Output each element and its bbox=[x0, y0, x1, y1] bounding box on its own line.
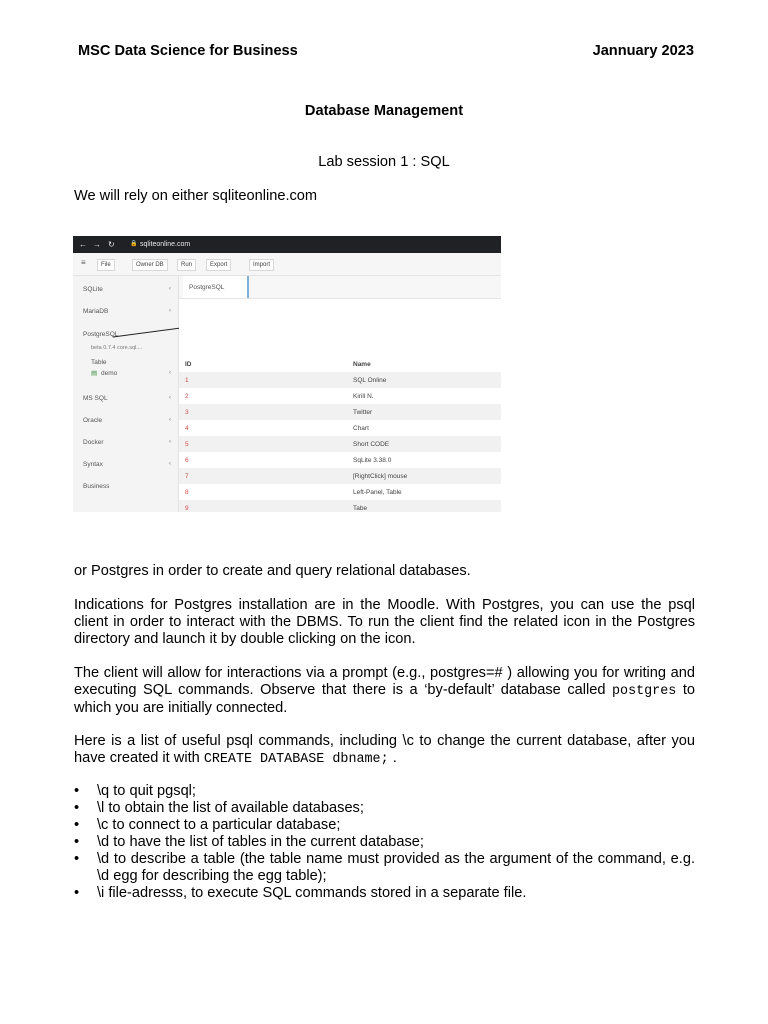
chevron-icon: ‹ bbox=[169, 308, 171, 314]
bullet-icon: • bbox=[74, 885, 80, 901]
list-item: • \d to have the list of tables in the current database; bbox=[74, 834, 424, 850]
result-row: 4 Chart bbox=[185, 425, 369, 432]
postgres-version: beta 0.7.4 core.sql.... bbox=[91, 345, 143, 351]
paragraph-client bbox=[74, 665, 695, 717]
document-date: Jannuary 2023 bbox=[592, 43, 694, 59]
chevron-icon: ‹ bbox=[169, 461, 171, 467]
lock-icon: 🔒 bbox=[130, 241, 138, 247]
editor-tabbar bbox=[179, 276, 501, 299]
psql-command-list bbox=[74, 783, 695, 902]
client-tail: to which you are initially connected. bbox=[74, 682, 695, 716]
export-button: Export bbox=[206, 259, 231, 271]
chevron-icon: ‹ bbox=[169, 439, 171, 445]
result-row: 6 SqLite 3.38.0 bbox=[185, 457, 392, 464]
client-text: The client will allow for interactions via a prompt (e.g., postgres=# ) allowing you for writing and executing SQL commands. Observe that there is a ‘by-default’ database called bbox=[74, 665, 695, 698]
create-database-code: CREATE DATABASE dbname; bbox=[203, 752, 389, 767]
default-db-code: postgres bbox=[612, 684, 677, 699]
program-name: MSC Data Science for Business bbox=[78, 43, 298, 59]
menu-icon: ≡ bbox=[81, 258, 86, 267]
sidebar-item-sqlite: SQLite bbox=[83, 286, 103, 293]
result-row: 7 [RightClick] mouse bbox=[179, 468, 501, 484]
reload-icon: ↻ bbox=[108, 240, 115, 249]
sidebar-item-docker: Docker bbox=[83, 439, 104, 446]
commands-intro-text: Here is a list of useful psql commands, including \c to change the current database, after you have created it with bbox=[74, 733, 695, 766]
run-button: Run bbox=[177, 259, 196, 271]
list-item: • \l to obtain the list of available databases; bbox=[74, 800, 364, 816]
intro-paragraph: We will rely on either sqliteonline.com bbox=[74, 188, 318, 204]
commands-intro-tail: . bbox=[392, 750, 397, 766]
import-button: Import bbox=[249, 259, 274, 271]
bullet-icon: • bbox=[74, 783, 80, 799]
chevron-icon: ‹ bbox=[169, 417, 171, 423]
tab-postgresql: PostgreSQL bbox=[183, 276, 249, 298]
chevron-icon: ‹ bbox=[169, 286, 171, 292]
result-row: 1 SQL Online bbox=[179, 372, 501, 388]
paragraph-postgres: or Postgres in order to create and query relational databases. bbox=[74, 563, 471, 579]
sidebar-item-oracle: Oracle bbox=[83, 417, 103, 424]
sidebar-item-postgresql: PostgreSQL bbox=[83, 331, 119, 338]
bullet-icon: • bbox=[74, 834, 80, 850]
result-header: ID Name bbox=[185, 361, 371, 368]
result-row: 5 Short CODE bbox=[179, 436, 501, 452]
sidebar-item-business: Business bbox=[83, 483, 110, 490]
result-row: 2 Kirill N. bbox=[185, 393, 374, 400]
paragraph-installation: Indications for Postgres installation are in the Moodle. With Postgres, you can use the psql client in order to interact with the DBMS. To run the client find the related icon in the Postgres directory and launch it by double clicking on the icon. bbox=[74, 597, 695, 647]
result-row: 9 Tabe bbox=[179, 500, 501, 512]
paragraph-commands-intro bbox=[74, 733, 695, 768]
result-row: 3 Twitter bbox=[179, 404, 501, 420]
chevron-icon: ‹ bbox=[169, 370, 171, 376]
bullet-icon: • bbox=[74, 851, 80, 867]
list-item: • \q to quit pgsql; bbox=[74, 783, 196, 799]
table-icon: ▤ bbox=[91, 370, 98, 377]
sidebar-item-mariadb: MariaDB bbox=[83, 308, 109, 315]
bullet-icon: • bbox=[74, 800, 80, 816]
back-icon: ← bbox=[79, 240, 87, 249]
table-name: demo bbox=[101, 370, 118, 377]
owner-db-button: Owner DB bbox=[132, 259, 168, 271]
bullet-icon: • bbox=[74, 817, 80, 833]
list-item: • \c to connect to a particular database; bbox=[74, 817, 341, 833]
sidebar-item-mssql: MS SQL bbox=[83, 395, 108, 402]
url-text: sqliteonline.com bbox=[140, 241, 191, 248]
query-panel bbox=[179, 276, 501, 512]
result-row: 8 Left-Panel, Table bbox=[185, 489, 402, 496]
file-button: File bbox=[97, 259, 115, 271]
sqliteonline-screenshot bbox=[73, 236, 501, 512]
list-item: • \i file-adresss, to execute SQL commands stored in a separate file. bbox=[74, 885, 527, 901]
table-section-label: Table bbox=[91, 359, 107, 366]
sidebar-item-syntax: Syntax bbox=[83, 461, 103, 468]
chevron-icon: ‹ bbox=[169, 395, 171, 401]
forward-icon: → bbox=[93, 240, 101, 249]
page-title: Database Management bbox=[304, 103, 464, 119]
list-item: • \d to describe a table (the table name must provided as the argument of the command, e.g. \d egg for describing the egg table); bbox=[74, 851, 695, 884]
page-subtitle: Lab session 1 : SQL bbox=[318, 154, 450, 170]
